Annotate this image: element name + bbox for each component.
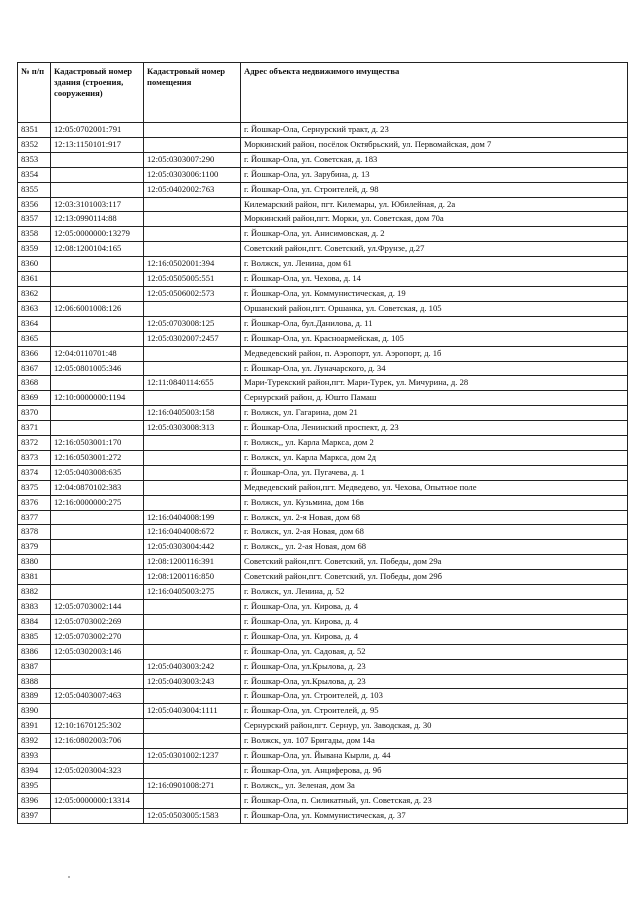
building-cadastral-number: 12:05:0801005:346 (51, 361, 144, 376)
table-row (18, 749, 628, 764)
building-cadastral-number (51, 525, 144, 540)
building-cadastral-number: 12:03:3101003:117 (51, 197, 144, 212)
building-cadastral-number (51, 331, 144, 346)
property-address: Моркинский район,пгт. Морки, ул. Советская, дом 70а (241, 212, 628, 227)
building-cadastral-number: 12:05:0702001:791 (51, 123, 144, 138)
room-cadastral-number: 12:11:0840114:655 (144, 376, 241, 391)
row-number: 8387 (18, 659, 51, 674)
room-cadastral-number (144, 614, 241, 629)
table-row (18, 346, 628, 361)
room-cadastral-number: 12:05:0506002:573 (144, 286, 241, 301)
row-number: 8383 (18, 600, 51, 615)
building-cadastral-number: 12:05:0703002:270 (51, 629, 144, 644)
row-number: 8366 (18, 346, 51, 361)
row-number: 8393 (18, 749, 51, 764)
scan-speck (68, 876, 70, 878)
table-row (18, 406, 628, 421)
row-number: 8375 (18, 480, 51, 495)
property-table (17, 62, 628, 824)
table-row (18, 644, 628, 659)
building-cadastral-number: 12:05:0302003:146 (51, 644, 144, 659)
table-row (18, 286, 628, 301)
property-address: Советский район,пгт. Советский, ул. Победы, дом 29а (241, 555, 628, 570)
table-row (18, 763, 628, 778)
room-cadastral-number: 12:16:0404008:199 (144, 510, 241, 525)
property-address: Сернурский район,пгт. Сернур, ул. Заводская, д. 30 (241, 719, 628, 734)
row-number: 8373 (18, 450, 51, 465)
building-cadastral-number: 12:13:1150101:917 (51, 137, 144, 152)
property-address: г. Йошкар-Ола, ул. Красноармейская, д. 105 (241, 331, 628, 346)
building-cadastral-number (51, 659, 144, 674)
building-cadastral-number: 12:16:0000000:275 (51, 495, 144, 510)
room-cadastral-number (144, 197, 241, 212)
table-row (18, 495, 628, 510)
property-address: г. Волжск, ул. Гагарина, дом 21 (241, 406, 628, 421)
header-building-cadastral: Кадастровый номер здания (строения, сооружения) (51, 63, 144, 123)
row-number: 8374 (18, 465, 51, 480)
row-number: 8385 (18, 629, 51, 644)
row-number: 8388 (18, 674, 51, 689)
building-cadastral-number (51, 376, 144, 391)
row-number: 8356 (18, 197, 51, 212)
property-address: Мари-Турекский район,пгт. Мари-Турек, ул. Мичурина, д. 28 (241, 376, 628, 391)
table-row (18, 182, 628, 197)
building-cadastral-number: 12:05:0000000:13279 (51, 227, 144, 242)
room-cadastral-number (144, 212, 241, 227)
row-number: 8355 (18, 182, 51, 197)
building-cadastral-number (51, 421, 144, 436)
table-row (18, 704, 628, 719)
property-address: г. Йошкар-Ола, ул. Коммунистическая, д. 19 (241, 286, 628, 301)
room-cadastral-number: 12:05:0301002:1237 (144, 749, 241, 764)
table-row (18, 391, 628, 406)
row-number: 8365 (18, 331, 51, 346)
table-row (18, 242, 628, 257)
room-cadastral-number (144, 227, 241, 242)
row-number: 8363 (18, 301, 51, 316)
row-number: 8372 (18, 436, 51, 451)
row-number: 8357 (18, 212, 51, 227)
room-cadastral-number: 12:05:0403003:242 (144, 659, 241, 674)
property-address: г. Волжск, ул. Ленина, д. 52 (241, 585, 628, 600)
table-row (18, 465, 628, 480)
property-address: г. Волжск, ул. 2-я Новая, дом 68 (241, 510, 628, 525)
table-row (18, 510, 628, 525)
room-cadastral-number (144, 450, 241, 465)
row-number: 8351 (18, 123, 51, 138)
building-cadastral-number: 12:13:0990114:88 (51, 212, 144, 227)
row-number: 8390 (18, 704, 51, 719)
property-address: г. Волжск,, ул. Зеленая, дом 3а (241, 778, 628, 793)
property-address: г. Волжск, ул. Кузьмина, дом 16в (241, 495, 628, 510)
table-row (18, 778, 628, 793)
building-cadastral-number: 12:16:0802003:706 (51, 734, 144, 749)
row-number: 8354 (18, 167, 51, 182)
room-cadastral-number (144, 600, 241, 615)
table-row (18, 450, 628, 465)
row-number: 8371 (18, 421, 51, 436)
property-address: г. Волжск, ул. Карла Маркса, дом 2д (241, 450, 628, 465)
header-room-cadastral: Кадастровый номер помещения (144, 63, 241, 123)
row-number: 8396 (18, 793, 51, 808)
row-number: 8364 (18, 316, 51, 331)
building-cadastral-number (51, 286, 144, 301)
building-cadastral-number: 12:05:0403007:463 (51, 689, 144, 704)
property-address: г. Йошкар-Ола, ул. Йывана Кырли, д. 44 (241, 749, 628, 764)
table-row (18, 793, 628, 808)
building-cadastral-number: 12:06:6001008:126 (51, 301, 144, 316)
row-number: 8359 (18, 242, 51, 257)
property-address: г. Йошкар-Ола, ул.Крылова, д. 23 (241, 659, 628, 674)
table-row (18, 212, 628, 227)
room-cadastral-number: 12:08:1200116:391 (144, 555, 241, 570)
building-cadastral-number: 12:04:0870102:383 (51, 480, 144, 495)
row-number: 8395 (18, 778, 51, 793)
table-row (18, 525, 628, 540)
row-number: 8384 (18, 614, 51, 629)
table-row (18, 540, 628, 555)
building-cadastral-number: 12:08:1200104:165 (51, 242, 144, 257)
building-cadastral-number (51, 540, 144, 555)
property-address: г. Йошкар-Ола, п. Силикатный, ул. Советская, д. 23 (241, 793, 628, 808)
property-address: г. Йошкар-Ола, Сернурский тракт, д. 23 (241, 123, 628, 138)
room-cadastral-number (144, 480, 241, 495)
building-cadastral-number (51, 257, 144, 272)
property-address: г. Йошкар-Ола, ул. Садовая, д. 52 (241, 644, 628, 659)
property-address: г. Йошкар-Ола, ул. Советская, д. 183 (241, 152, 628, 167)
row-number: 8382 (18, 585, 51, 600)
property-register-sheet (17, 62, 627, 824)
row-number: 8353 (18, 152, 51, 167)
row-number: 8381 (18, 570, 51, 585)
row-number: 8397 (18, 808, 51, 823)
building-cadastral-number (51, 152, 144, 167)
table-row (18, 361, 628, 376)
table-body (18, 123, 628, 824)
table-row (18, 257, 628, 272)
property-address: г. Йошкар-Ола, ул. Анциферова, д. 9б (241, 763, 628, 778)
row-number: 8394 (18, 763, 51, 778)
row-number: 8391 (18, 719, 51, 734)
room-cadastral-number (144, 495, 241, 510)
room-cadastral-number: 12:05:0403004:1111 (144, 704, 241, 719)
building-cadastral-number (51, 167, 144, 182)
table-row (18, 436, 628, 451)
room-cadastral-number (144, 719, 241, 734)
property-address: г. Волжск, ул. 107 Бригады, дом 14а (241, 734, 628, 749)
property-address: г. Йошкар-Ола, ул. Пугачева, д. 1 (241, 465, 628, 480)
room-cadastral-number (144, 137, 241, 152)
property-address: г. Йошкар-Ола, ул. Чехова, д. 14 (241, 272, 628, 287)
table-row (18, 614, 628, 629)
table-row (18, 570, 628, 585)
table-header-row (18, 63, 628, 123)
table-row (18, 376, 628, 391)
room-cadastral-number: 12:05:0703008:125 (144, 316, 241, 331)
building-cadastral-number: 12:10:1670125:302 (51, 719, 144, 734)
room-cadastral-number: 12:05:0505005:551 (144, 272, 241, 287)
building-cadastral-number (51, 585, 144, 600)
building-cadastral-number: 12:05:0203004:323 (51, 763, 144, 778)
property-address: г. Йошкар-Ола, ул. Строителей, д. 103 (241, 689, 628, 704)
table-row (18, 152, 628, 167)
row-number: 8358 (18, 227, 51, 242)
room-cadastral-number (144, 346, 241, 361)
row-number: 8369 (18, 391, 51, 406)
table-row (18, 480, 628, 495)
building-cadastral-number: 12:05:0000000:13314 (51, 793, 144, 808)
row-number: 8370 (18, 406, 51, 421)
room-cadastral-number: 12:16:0901008:271 (144, 778, 241, 793)
building-cadastral-number: 12:10:0000000:1194 (51, 391, 144, 406)
property-address: г. Йошкар-Ола, ул.Крылова, д. 23 (241, 674, 628, 689)
room-cadastral-number (144, 465, 241, 480)
property-address: г. Йошкар-Ола, ул. Анисимовская, д. 2 (241, 227, 628, 242)
building-cadastral-number (51, 704, 144, 719)
building-cadastral-number (51, 406, 144, 421)
room-cadastral-number: 12:05:0303004:442 (144, 540, 241, 555)
header-num: № п/п (18, 63, 51, 123)
row-number: 8376 (18, 495, 51, 510)
table-row (18, 734, 628, 749)
building-cadastral-number: 12:16:0503001:272 (51, 450, 144, 465)
room-cadastral-number (144, 123, 241, 138)
table-row (18, 272, 628, 287)
room-cadastral-number (144, 391, 241, 406)
room-cadastral-number (144, 793, 241, 808)
row-number: 8361 (18, 272, 51, 287)
property-address: г. Йошкар-Ола, ул. Коммунистическая, д. 37 (241, 808, 628, 823)
room-cadastral-number: 12:16:0405003:158 (144, 406, 241, 421)
building-cadastral-number: 12:04:0110701:48 (51, 346, 144, 361)
property-address: Советский район,пгт. Советский, ул. Победы, дом 29б (241, 570, 628, 585)
table-row (18, 585, 628, 600)
building-cadastral-number (51, 570, 144, 585)
table-row (18, 674, 628, 689)
table-row (18, 659, 628, 674)
room-cadastral-number (144, 763, 241, 778)
building-cadastral-number (51, 749, 144, 764)
property-address: Советский район,пгт. Советский, ул.Фрунзе, д.27 (241, 242, 628, 257)
table-row (18, 555, 628, 570)
building-cadastral-number (51, 555, 144, 570)
room-cadastral-number: 12:05:0303007:290 (144, 152, 241, 167)
property-address: г. Волжск,, ул. 2-ая Новая, дом 68 (241, 540, 628, 555)
room-cadastral-number (144, 301, 241, 316)
property-address: г. Йошкар-Ола, ул. Строителей, д. 98 (241, 182, 628, 197)
room-cadastral-number (144, 436, 241, 451)
property-address: Медведевский район,пгт. Медведево, ул. Чехова, Опытное поле (241, 480, 628, 495)
building-cadastral-number (51, 272, 144, 287)
table-row (18, 123, 628, 138)
property-address: Оршанский район,пгт. Оршанка, ул. Советская, д. 105 (241, 301, 628, 316)
row-number: 8352 (18, 137, 51, 152)
table-row (18, 808, 628, 823)
property-address: Медведевский район, п. Аэропорт, ул. Аэропорт, д. 1б (241, 346, 628, 361)
table-row (18, 421, 628, 436)
building-cadastral-number: 12:05:0703002:269 (51, 614, 144, 629)
room-cadastral-number (144, 629, 241, 644)
row-number: 8360 (18, 257, 51, 272)
property-address: г. Йошкар-Ола, Ленинский проспект, д. 23 (241, 421, 628, 436)
room-cadastral-number (144, 734, 241, 749)
table-row (18, 331, 628, 346)
building-cadastral-number (51, 808, 144, 823)
property-address: г. Волжск,, ул. Карла Маркса, дом 2 (241, 436, 628, 451)
room-cadastral-number: 12:05:0402002:763 (144, 182, 241, 197)
room-cadastral-number (144, 644, 241, 659)
row-number: 8368 (18, 376, 51, 391)
room-cadastral-number: 12:05:0303006:1100 (144, 167, 241, 182)
property-address: Сернурский район, д. Юшто Памаш (241, 391, 628, 406)
row-number: 8379 (18, 540, 51, 555)
table-row (18, 316, 628, 331)
property-address: Моркинский район, посёлок Октябрьский, ул. Первомайская, дом 7 (241, 137, 628, 152)
property-address: г. Йошкар-Ола, бул.Данилова, д. 11 (241, 316, 628, 331)
building-cadastral-number (51, 778, 144, 793)
table-row (18, 197, 628, 212)
property-address: г. Волжск, ул. Ленина, дом 61 (241, 257, 628, 272)
row-number: 8378 (18, 525, 51, 540)
row-number: 8386 (18, 644, 51, 659)
table-row (18, 301, 628, 316)
row-number: 8367 (18, 361, 51, 376)
property-address: г. Йошкар-Ола, ул. Кирова, д. 4 (241, 614, 628, 629)
table-row (18, 629, 628, 644)
room-cadastral-number: 12:05:0302007:2457 (144, 331, 241, 346)
building-cadastral-number (51, 316, 144, 331)
row-number: 8392 (18, 734, 51, 749)
building-cadastral-number (51, 182, 144, 197)
table-row (18, 689, 628, 704)
table-row (18, 600, 628, 615)
table-row (18, 137, 628, 152)
table-row (18, 167, 628, 182)
building-cadastral-number (51, 510, 144, 525)
property-address: г. Йошкар-Ола, ул. Зарубина, д. 13 (241, 167, 628, 182)
property-address: г. Йошкар-Ола, ул. Кирова, д. 4 (241, 600, 628, 615)
room-cadastral-number (144, 361, 241, 376)
row-number: 8362 (18, 286, 51, 301)
building-cadastral-number (51, 674, 144, 689)
property-address: г. Волжск, ул. 2-ая Новая, дом 68 (241, 525, 628, 540)
building-cadastral-number: 12:05:0403008:635 (51, 465, 144, 480)
property-address: г. Йошкар-Ола, ул. Кирова, д. 4 (241, 629, 628, 644)
property-address: г. Йошкар-Ола, ул. Строителей, д. 95 (241, 704, 628, 719)
room-cadastral-number: 12:16:0404008:672 (144, 525, 241, 540)
room-cadastral-number: 12:16:0502001:394 (144, 257, 241, 272)
room-cadastral-number: 12:05:0403003:243 (144, 674, 241, 689)
property-address: Килемарский район, пгт. Килемары, ул. Юбилейная, д. 2а (241, 197, 628, 212)
building-cadastral-number: 12:16:0503001:170 (51, 436, 144, 451)
room-cadastral-number: 12:05:0503005:1583 (144, 808, 241, 823)
table-row (18, 227, 628, 242)
building-cadastral-number: 12:05:0703002:144 (51, 600, 144, 615)
table-row (18, 719, 628, 734)
room-cadastral-number: 12:16:0405003:275 (144, 585, 241, 600)
row-number: 8377 (18, 510, 51, 525)
room-cadastral-number: 12:05:0303008:313 (144, 421, 241, 436)
header-address: Адрес объекта недвижимого имущества (241, 63, 628, 123)
row-number: 8380 (18, 555, 51, 570)
room-cadastral-number (144, 242, 241, 257)
row-number: 8389 (18, 689, 51, 704)
room-cadastral-number (144, 689, 241, 704)
property-address: г. Йошкар-Ола, ул. Луначарского, д. 34 (241, 361, 628, 376)
room-cadastral-number: 12:08:1200116:850 (144, 570, 241, 585)
